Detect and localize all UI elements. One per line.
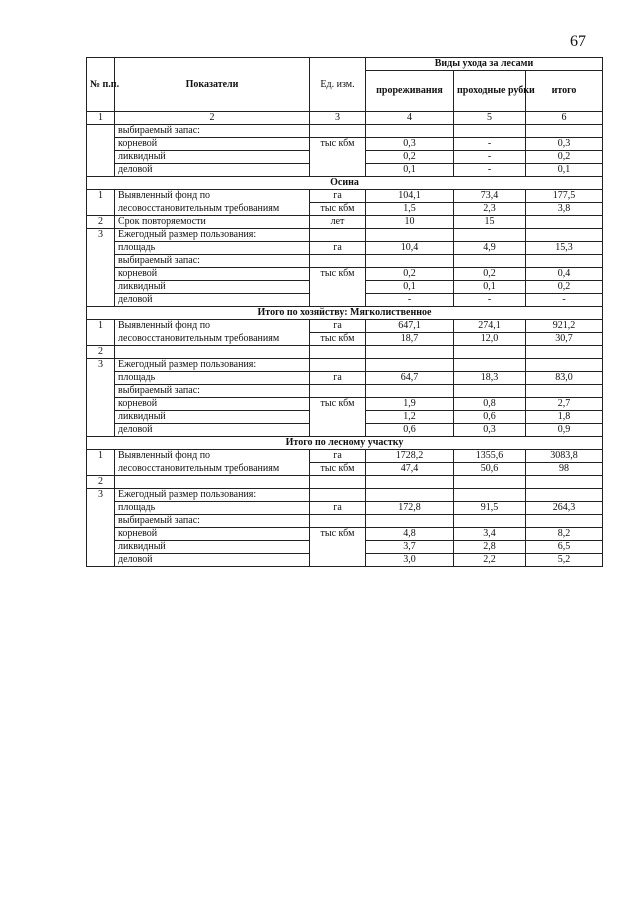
header-unit: Ед. изм.	[310, 58, 366, 112]
value-cell	[454, 476, 526, 489]
row-number: 1	[87, 190, 115, 216]
value-cell	[454, 229, 526, 242]
row-label: лесовосстановительным требованиям	[115, 203, 310, 216]
value-cell: 647,1	[366, 320, 454, 333]
value-cell	[366, 385, 454, 398]
row-label: Выявленный фонд по	[115, 190, 310, 203]
unit-cell: тыс кбм	[310, 463, 366, 476]
value-cell: 1,5	[366, 203, 454, 216]
value-cell: -	[454, 294, 526, 307]
value-cell	[526, 346, 603, 359]
value-cell: 0,3	[526, 138, 603, 151]
section-title: Итого по лесному участку	[87, 437, 603, 450]
table-row	[87, 229, 603, 242]
row-label: выбираемый запас:	[115, 255, 310, 268]
value-cell: 0,1	[526, 164, 603, 177]
unit-cell: тыс кбм	[310, 528, 366, 567]
value-cell: 3,0	[366, 554, 454, 567]
unit-cell: га	[310, 320, 366, 333]
row-label: выбираемый запас:	[115, 125, 310, 138]
unit-cell: тыс кбм	[310, 268, 366, 307]
value-cell: 1,2	[366, 411, 454, 424]
row-number	[87, 125, 115, 177]
value-cell: 2,7	[526, 398, 603, 411]
value-cell	[526, 255, 603, 268]
unit-cell	[310, 385, 366, 398]
table-row	[87, 346, 603, 359]
unit-cell: га	[310, 502, 366, 515]
row-label	[115, 476, 310, 489]
value-cell: 0,1	[366, 164, 454, 177]
index-cell: 2	[115, 112, 310, 125]
value-cell: 3083,8	[526, 450, 603, 463]
value-cell: -	[526, 294, 603, 307]
section-title: Осина	[87, 177, 603, 190]
value-cell	[526, 385, 603, 398]
table-row	[87, 385, 603, 398]
value-cell	[366, 255, 454, 268]
index-cell: 6	[526, 112, 603, 125]
unit-cell: га	[310, 450, 366, 463]
value-cell: 15,3	[526, 242, 603, 255]
page-number: 67	[570, 33, 586, 50]
value-cell: 0,3	[454, 424, 526, 437]
value-cell: 15	[454, 216, 526, 229]
value-cell	[454, 515, 526, 528]
value-cell: 98	[526, 463, 603, 476]
index-cell: 1	[87, 112, 115, 125]
row-label: деловой	[115, 294, 310, 307]
value-cell: -	[366, 294, 454, 307]
value-cell	[454, 385, 526, 398]
value-cell: 5,2	[526, 554, 603, 567]
value-cell: 50,6	[454, 463, 526, 476]
table-row	[87, 463, 603, 476]
value-cell	[366, 515, 454, 528]
forest-care-table	[86, 57, 603, 567]
value-cell	[526, 229, 603, 242]
value-cell: 0,6	[454, 411, 526, 424]
value-cell	[366, 489, 454, 502]
row-label: площадь	[115, 502, 310, 515]
value-cell	[454, 359, 526, 372]
index-cell: 5	[454, 112, 526, 125]
row-number: 1	[87, 450, 115, 476]
header-row-1	[87, 58, 603, 71]
value-cell: 0,6	[366, 424, 454, 437]
value-cell	[366, 346, 454, 359]
value-cell: 2,3	[454, 203, 526, 216]
header-passage-cuts: проходные рубки	[454, 71, 526, 112]
value-cell: 1,9	[366, 398, 454, 411]
value-cell: 0,2	[366, 151, 454, 164]
index-cell: 3	[310, 112, 366, 125]
row-label: Ежегодный размер пользования:	[115, 359, 310, 372]
row-label: ликвидный	[115, 411, 310, 424]
unit-cell	[310, 255, 366, 268]
value-cell: 0,3	[366, 138, 454, 151]
unit-cell: тыс кбм	[310, 398, 366, 437]
value-cell: 2,8	[454, 541, 526, 554]
table-row	[87, 502, 603, 515]
value-cell: 73,4	[454, 190, 526, 203]
row-number: 2	[87, 346, 115, 359]
row-label: деловой	[115, 424, 310, 437]
value-cell: 83,0	[526, 372, 603, 385]
row-label: площадь	[115, 372, 310, 385]
unit-cell	[310, 476, 366, 489]
row-label: ликвидный	[115, 281, 310, 294]
value-cell: 104,1	[366, 190, 454, 203]
value-cell: 177,5	[526, 190, 603, 203]
table-row	[87, 333, 603, 346]
value-cell: 0,8	[454, 398, 526, 411]
value-cell: 0,2	[526, 281, 603, 294]
row-label: корневой	[115, 268, 310, 281]
unit-cell: тыс кбм	[310, 203, 366, 216]
row-label: лесовосстановительным требованиям	[115, 333, 310, 346]
value-cell: -	[454, 164, 526, 177]
value-cell	[526, 489, 603, 502]
row-label: деловой	[115, 164, 310, 177]
row-label: Выявленный фонд по	[115, 450, 310, 463]
table-row	[87, 216, 603, 229]
value-cell	[454, 489, 526, 502]
unit-cell: га	[310, 372, 366, 385]
value-cell	[454, 255, 526, 268]
value-cell	[366, 476, 454, 489]
header-care-types: Виды ухода за лесами	[366, 58, 603, 71]
row-label: Ежегодный размер пользования:	[115, 489, 310, 502]
value-cell: 264,3	[526, 502, 603, 515]
unit-cell	[310, 515, 366, 528]
value-cell: 1355,6	[454, 450, 526, 463]
unit-cell: га	[310, 190, 366, 203]
row-number: 1	[87, 320, 115, 346]
row-label: площадь	[115, 242, 310, 255]
value-cell: 0,2	[526, 151, 603, 164]
value-cell: 30,7	[526, 333, 603, 346]
value-cell	[366, 359, 454, 372]
row-label: Срок повторяемости	[115, 216, 310, 229]
value-cell: -	[454, 138, 526, 151]
table-row	[87, 515, 603, 528]
table-row	[87, 398, 603, 411]
value-cell: 18,3	[454, 372, 526, 385]
row-label: ликвидный	[115, 541, 310, 554]
value-cell	[366, 229, 454, 242]
value-cell	[454, 125, 526, 138]
row-number: 2	[87, 216, 115, 229]
header-no: № п.п.	[87, 58, 115, 112]
table-row	[87, 476, 603, 489]
value-cell: 1728,2	[366, 450, 454, 463]
row-label: выбираемый запас:	[115, 385, 310, 398]
index-row	[87, 112, 603, 125]
section-row-osina	[87, 177, 603, 190]
row-label: лесовосстановительным требованиям	[115, 463, 310, 476]
unit-cell	[310, 125, 366, 138]
value-cell: 10	[366, 216, 454, 229]
row-label: Выявленный фонд по	[115, 320, 310, 333]
row-label: выбираемый запас:	[115, 515, 310, 528]
value-cell: 6,5	[526, 541, 603, 554]
value-cell	[454, 346, 526, 359]
table-row	[87, 190, 603, 203]
row-number: 3	[87, 229, 115, 307]
table-row	[87, 359, 603, 372]
section-row-soft	[87, 307, 603, 320]
table-row	[87, 528, 603, 541]
value-cell: 12,0	[454, 333, 526, 346]
value-cell: 0,1	[366, 281, 454, 294]
value-cell: 3,4	[454, 528, 526, 541]
header-total: итого	[526, 71, 603, 112]
section-title: Итого по хозяйству: Мягколиственное	[87, 307, 603, 320]
value-cell: 0,2	[366, 268, 454, 281]
value-cell	[526, 359, 603, 372]
value-cell: 10,4	[366, 242, 454, 255]
table-row	[87, 125, 603, 138]
value-cell: 0,1	[454, 281, 526, 294]
table-row	[87, 320, 603, 333]
value-cell: 0,9	[526, 424, 603, 437]
value-cell	[526, 216, 603, 229]
table-row	[87, 242, 603, 255]
unit-cell: тыс кбм	[310, 138, 366, 177]
value-cell: 274,1	[454, 320, 526, 333]
unit-cell	[310, 346, 366, 359]
value-cell: 64,7	[366, 372, 454, 385]
row-label: корневой	[115, 398, 310, 411]
unit-cell: тыс кбм	[310, 333, 366, 346]
table-row	[87, 138, 603, 151]
value-cell: 8,2	[526, 528, 603, 541]
header-indicators: Показатели	[115, 58, 310, 112]
row-label: корневой	[115, 138, 310, 151]
value-cell	[526, 476, 603, 489]
value-cell: 91,5	[454, 502, 526, 515]
unit-cell: га	[310, 242, 366, 255]
value-cell	[366, 125, 454, 138]
value-cell: 47,4	[366, 463, 454, 476]
value-cell: 4,8	[366, 528, 454, 541]
unit-cell	[310, 229, 366, 242]
value-cell	[526, 515, 603, 528]
unit-cell	[310, 359, 366, 372]
value-cell: 4,9	[454, 242, 526, 255]
value-cell: 1,8	[526, 411, 603, 424]
index-cell: 4	[366, 112, 454, 125]
value-cell: -	[454, 151, 526, 164]
value-cell	[526, 125, 603, 138]
value-cell: 921,2	[526, 320, 603, 333]
row-number: 3	[87, 359, 115, 437]
table-row	[87, 203, 603, 216]
row-number: 2	[87, 476, 115, 489]
value-cell: 0,2	[454, 268, 526, 281]
section-row-total	[87, 437, 603, 450]
row-number: 3	[87, 489, 115, 567]
table-row	[87, 450, 603, 463]
table-row	[87, 489, 603, 502]
row-label: корневой	[115, 528, 310, 541]
value-cell: 3,7	[366, 541, 454, 554]
table-row	[87, 268, 603, 281]
row-label: ликвидный	[115, 151, 310, 164]
row-label: Ежегодный размер пользования:	[115, 229, 310, 242]
value-cell: 172,8	[366, 502, 454, 515]
value-cell: 3,8	[526, 203, 603, 216]
header-thinning: прореживания	[366, 71, 454, 112]
row-label	[115, 346, 310, 359]
row-label: деловой	[115, 554, 310, 567]
unit-cell	[310, 489, 366, 502]
unit-cell: лет	[310, 216, 366, 229]
value-cell: 0,4	[526, 268, 603, 281]
table-row	[87, 255, 603, 268]
value-cell: 18,7	[366, 333, 454, 346]
table-row	[87, 372, 603, 385]
value-cell: 2,2	[454, 554, 526, 567]
